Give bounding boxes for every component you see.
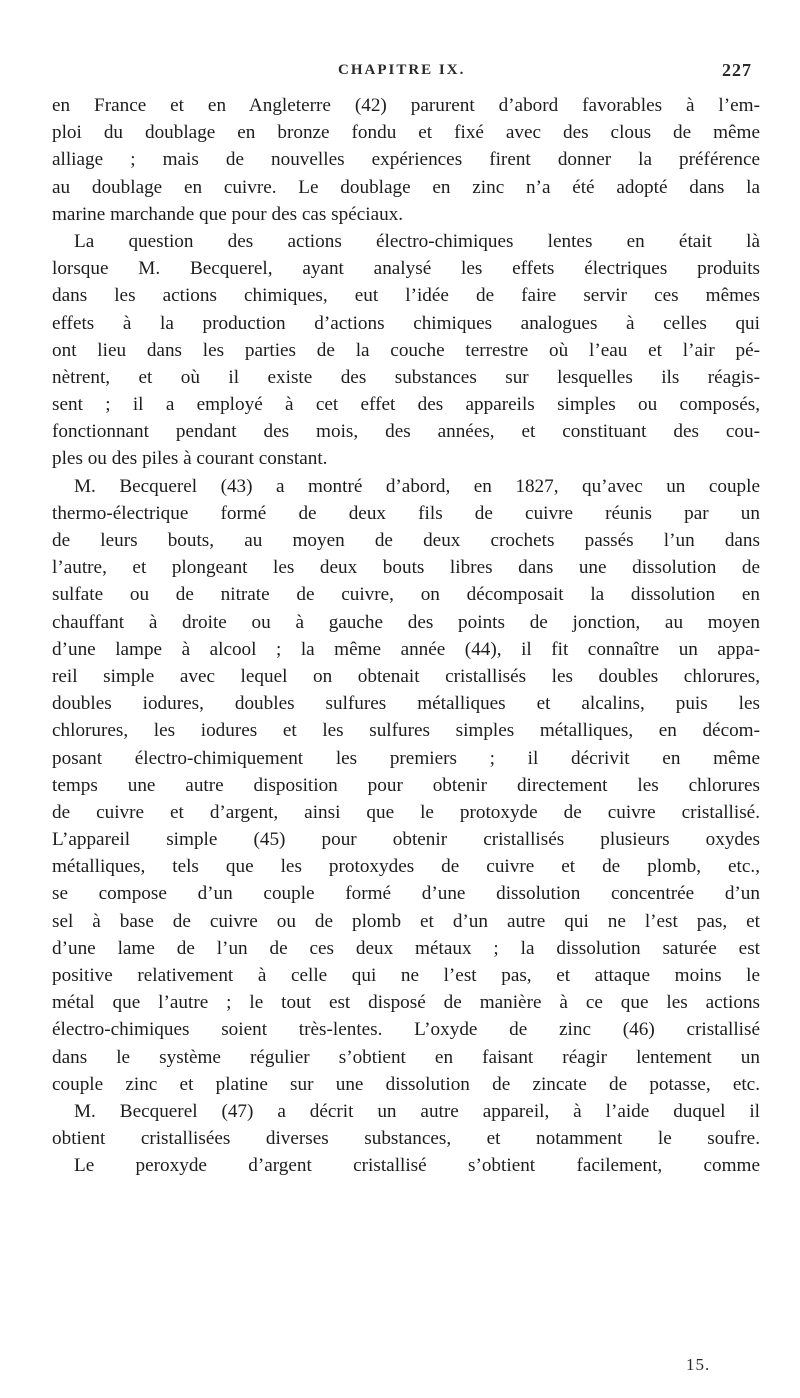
book-page [52,60,760,1180]
text-line: L’appareil simple (45) pour obtenir cristallisés plusieurs oxydes [52,829,760,851]
text-line: doubles iodures, doubles sulfures métalliques et alcalins, puis les [52,693,760,715]
text-line: M. Becquerel (43) a montré d’abord, en 1827, qu’avec un couple [74,475,760,497]
text-line: chauffant à droite ou à gauche des points de jonction, au moyen [52,611,760,633]
text-line: posant électro-chimiquement les premiers ; il décrivit en même [52,747,760,769]
text-line: chlorures, les iodures et les sulfures simples métalliques, en décom- [52,720,760,742]
text-line: marine marchande que pour des cas spéciaux. [52,203,404,225]
text-line: en France et en Angleterre (42) parurent d’abord favorables à l’em- [52,95,760,116]
text-line: d’une lame de l’un de ces deux métaux ; la dissolution saturée est [52,937,760,959]
text-line: Le peroxyde d’argent cristallisé s’obtient facilement, comme [74,1155,760,1177]
running-head [52,60,760,88]
text-line: électro-chimiques soient très-lentes. L’oxyde de zinc (46) cristallisé [52,1019,760,1041]
text-line: obtient cristallisées diverses substances, et notamment le soufre. [52,1128,760,1150]
text-line: sel à base de cuivre ou de plomb et d’un autre qui ne l’est pas, et [52,910,760,932]
text-line: de leurs bouts, au moyen de deux crochets passés l’un dans [52,530,760,551]
text-line: positive relativement à celle qui ne l’est pas, et attaque moins le [52,965,760,986]
text-line: ploi du doublage en bronze fondu et fixé avec des clous de même [52,122,760,144]
signature-mark: 15. [686,1355,711,1374]
text-line: sulfate ou de nitrate de cuivre, on décomposait la dissolution en [52,584,760,606]
text-line: lorsque M. Becquerel, ayant analysé les effets électriques produits [52,258,760,280]
text-line: nètrent, et où il existe des substances sur lesquelles ils réagis- [52,366,760,388]
text-line: M. Becquerel (47) a décrit un autre appareil, à l’aide duquel il [74,1100,760,1122]
text-line: métal que l’autre ; le tout est disposé de manière à ce que les actions [52,992,760,1014]
text-line: temps une autre disposition pour obtenir directement les chlorures [52,774,760,796]
text-line: thermo-électrique formé de deux fils de cuivre réunis par un [52,502,760,524]
chapter-title: CHAPITRE IX. [338,62,466,78]
text-line: ont lieu dans les parties de la couche terrestre où l’eau et l’air pé- [52,339,760,361]
text-line: alliage ; mais de nouvelles expériences firent donner la préférence [52,149,760,171]
body-text [52,92,760,1180]
text-line: ples ou des piles à courant constant. [52,448,328,470]
text-line: reil simple avec lequel on obtenait cristallisés les doubles chlorures, [52,665,760,687]
text-line: sent ; il a employé à cet effet des appareils simples ou composés, [52,394,760,416]
text-line: effets à la production d’actions chimiques analogues à celles qui [52,312,760,334]
text-line: couple zinc et platine sur une dissolution de zincate de potasse, etc. [52,1073,760,1095]
text-line: La question des actions électro-chimiques lentes en était là [74,230,760,252]
text-line: métalliques, tels que les protoxydes de cuivre et de plomb, etc., [52,856,760,878]
text-line: d’une lampe à alcool ; la même année (44), il fit connaître un appa- [52,638,760,660]
page-number: 227 [722,60,752,80]
text-line: au doublage en cuivre. Le doublage en zinc n’a été adopté dans la [52,176,760,198]
text-line: dans le système régulier s’obtient en faisant réagir lentement un [52,1046,760,1068]
text-line: fonctionnant pendant des mois, des années, et constituant des cou- [52,421,760,443]
text-line: l’autre, et plongeant les deux bouts libres dans une dissolution de [52,557,760,579]
text-line: se compose d’un couple formé d’une dissolution concentrée d’un [52,883,760,905]
text-line: dans les actions chimiques, eut l’idée de faire servir ces mêmes [52,285,760,307]
text-line: de cuivre et d’argent, ainsi que le protoxyde de cuivre cristallisé. [52,801,760,823]
